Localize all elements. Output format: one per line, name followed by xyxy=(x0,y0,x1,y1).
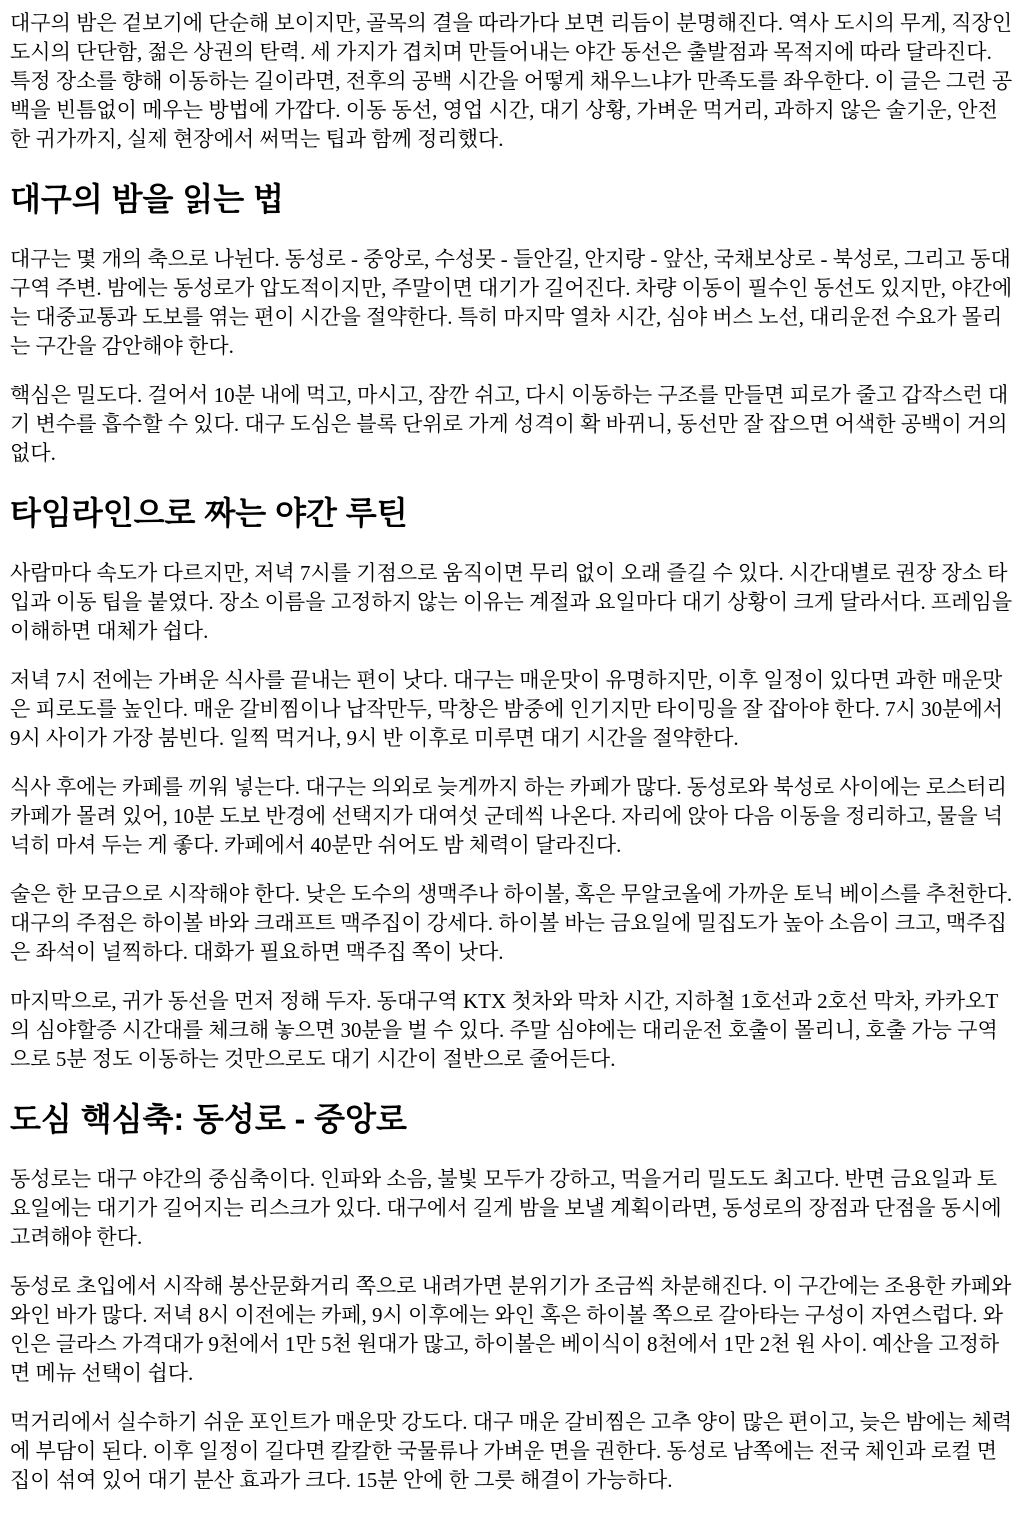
section-heading-dongseongro-jungangro: 도심 핵심축: 동성로 - 중앙로 xyxy=(10,1101,407,1137)
paragraph-drinks: 술은 한 모금으로 시작해야 한다. 낮은 도수의 생맥주나 하이볼, 혹은 무알코올에 가까운 토닉 베이스를 추천한다. 대구의 주점은 하이볼 바와 크래프트 맥주집이 강세다. 하이볼 바는 금요일에 밀집도가 높아 소음이 크고, 맥주집은 좌석이 널찍하다. 대화가 필요하면 맥주집 쪽이 낫다. xyxy=(10,882,1013,964)
paragraph-intro: 대구의 밤은 겉보기에 단순해 보이지만, 골목의 결을 따라가다 보면 리듬이 분명해진다. 역사 도시의 무게, 직장인 도시의 단단함, 젊은 상권의 탄력. 세 가지가 겹치며 만들어내는 야간 동선은 출발점과 목적지에 따라 달라진다. 특정 장소를 향해 이동하는 길이라면, 전후의 공백 시간을 어떻게 채우느냐가 만족도를 좌우한다. 이 글은 그런 공백을 빈틈없이 메우는 방법에 가깝다. 이동 동선, 영업 시간, 대기 상황, 가벼운 먹거리, 과하지 않은 술기운, 안전한 귀가까지, 실제 현장에서 써먹는 팁과 함께 정리했다. xyxy=(10,11,1013,151)
paragraph-cafe-break: 식사 후에는 카페를 끼워 넣는다. 대구는 의외로 늦게까지 하는 카페가 많다. 동성로와 북성로 사이에는 로스터리 카페가 몰려 있어, 10분 도보 반경에 선택지가 대여섯 군데씩 나온다. 자리에 앉아 다음 이동을 정리하고, 물을 넉넉히 마셔 두는 게 좋다. 카페에서 40분만 쉬어도 밤 체력이 달라진다. xyxy=(10,775,1007,857)
paragraph-bongsan-street: 동성로 초입에서 시작해 봉산문화거리 쪽으로 내려가면 분위기가 조금씩 차분해진다. 이 구간에는 조용한 카페와 와인 바가 많다. 저녁 8시 이전에는 카페, 9시 이후에는 와인 혹은 하이볼 쪽으로 갈아타는 구성이 자연스럽다. 와인은 글라스 가격대가 9천에서 1만 5천 원대가 많고, 하이볼은 베이식이 8천에서 1만 2천 원 사이. 예산을 고정하면 메뉴 선택이 쉽다. xyxy=(10,1274,1012,1385)
paragraph-spicy-food-tip: 먹거리에서 실수하기 쉬운 포인트가 매운맛 강도다. 대구 매운 갈비찜은 고추 양이 많은 편이고, 늦은 밤에는 체력에 부담이 된다. 이후 일정이 길다면 칼칼한 국물류나 가벼운 면을 권한다. 동성로 남쪽에는 전국 체인과 로컬 면집이 섞여 있어 대기 분산 효과가 크다. 15분 안에 한 그릇 해결이 가능하다. xyxy=(10,1410,1013,1492)
paragraph-return-route: 마지막으로, 귀가 동선을 먼저 정해 두자. 동대구역 KTX 첫차와 막차 시간, 지하철 1호선과 2호선 막차, 카카오T의 심야할증 시간대를 체크해 놓으면 30분을 벌 수 있다. 주말 심야에는 대리운전 호출이 몰리니, 호출 가능 구역으로 5분 정도 이동하는 것만으로도 대기 시간이 절반으로 줄어든다. xyxy=(10,989,999,1071)
paragraph-density: 핵심은 밀도다. 걸어서 10분 내에 먹고, 마시고, 잠깐 쉬고, 다시 이동하는 구조를 만들면 피로가 줄고 갑작스런 대기 변수를 흡수할 수 있다. 대구 도심은 블록 단위로 가게 성격이 확 바뀌니, 동선만 잘 잡으면 어색한 공백이 거의 없다. xyxy=(10,383,1009,465)
paragraph-city-axes: 대구는 몇 개의 축으로 나뉜다. 동성로 - 중앙로, 수성못 - 들안길, 안지랑 - 앞산, 국채보상로 - 북성로, 그리고 동대구역 주변. 밤에는 동성로가 압도적이지만, 주말이면 대기가 길어진다. 차량 이동이 필수인 동선도 있지만, 야간에는 대중교통과 도보를 엮는 편이 시간을 절약한다. 특히 마지막 열차 시간, 심야 버스 노선, 대리운전 수요가 몰리는 구간을 감안해야 한다. xyxy=(10,247,1013,358)
paragraph-dinner-timing: 저녁 7시 전에는 가벼운 식사를 끝내는 편이 낫다. 대구는 매운맛이 유명하지만, 이후 일정이 있다면 과한 매운맛은 피로도를 높인다. 매운 갈비찜이나 납작만두, 막창은 밤중에 인기지만 타이밍을 잘 잡아야 한다. 7시 30분에서 9시 사이가 가장 붐빈다. 일찍 먹거나, 9시 반 이후로 미루면 대기 시간을 절약한다. xyxy=(10,668,1004,750)
paragraph-timeline-frame: 사람마다 속도가 다르지만, 저녁 7시를 기점으로 움직이면 무리 없이 오래 즐길 수 있다. 시간대별로 권장 장소 타입과 이동 팁을 붙였다. 장소 이름을 고정하지 않는 이유는 계절과 요일마다 대기 상황이 크게 달라서다. 프레임을 이해하면 대체가 쉽다. xyxy=(10,561,1013,643)
section-heading-timeline-routine: 타임라인으로 짜는 야간 루틴 xyxy=(10,495,408,531)
paragraph-dongseongro-overview: 동성로는 대구 야간의 중심축이다. 인파와 소음, 불빛 모두가 강하고, 먹을거리 밀도도 최고다. 반면 금요일과 토요일에는 대기가 길어지는 리스크가 있다. 대구에서 길게 밤을 보낼 계획이라면, 동성로의 장점과 단점을 동시에 고려해야 한다. xyxy=(10,1167,1002,1249)
section-heading-reading-daegu-night: 대구의 밤을 읽는 법 xyxy=(10,181,284,217)
